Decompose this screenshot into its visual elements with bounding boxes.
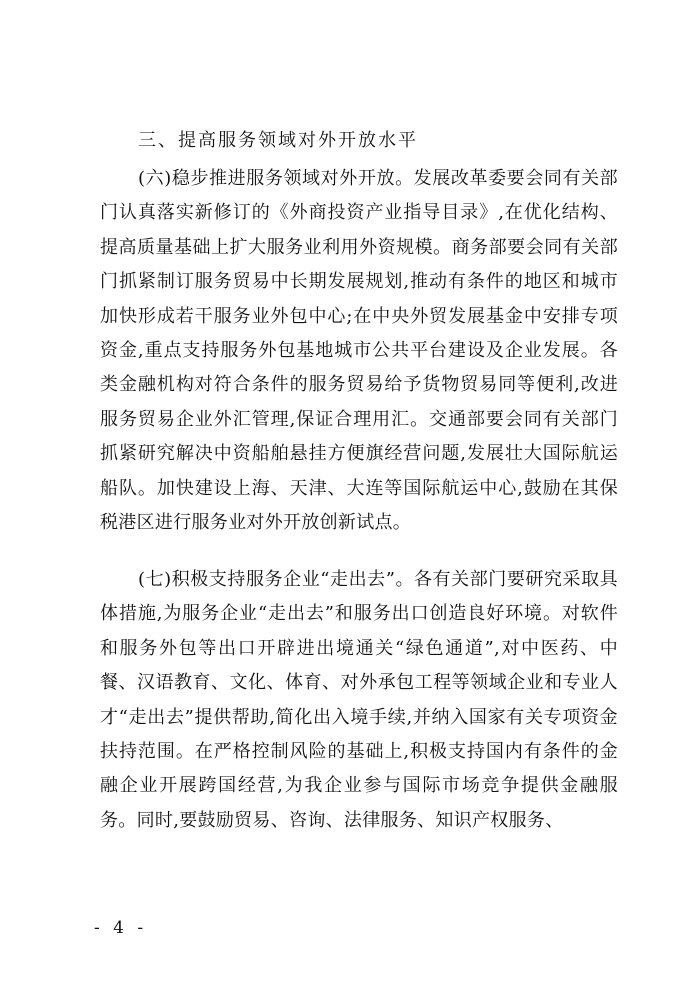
- paragraph-seven: (七)积极支持服务企业“走出去”。各有关部门要研究采取具体措施,为服务企业“走出去”和服务出口创造良好环境。对软件和服务外包等出口开辟进出境通关“绿色通道”,对中医药、中餐、汉语教育、文化、体育、对外承包工程等领域企业和专业人才“走出去”提供帮助,简化出入境手续,并纳入国家有关专项资金扶持范围。在严格控制风险的基础上,积极支持国内有条件的金融企业开展跨国经营,为我企业参与国际市场竞争提供金融服务。同时,要鼓励贸易、咨询、法律服务、知识产权服务、: [100, 569, 618, 831]
- section-heading: 三、提高服务领域对外开放水平: [138, 130, 418, 151]
- paragraph-six: (六)稳步推进服务领域对外开放。发展改革委要会同有关部门认真落实新修订的《外商投资产业指导目录》,在优化结构、提高质量基础上扩大服务业利用外资规模。商务部要会同有关部门抓紧制订服务贸易中长期发展规划,推动有条件的地区和城市加快形成若干服务业外包中心;在中央外贸发展基金中安排专项资金,重点支持服务外包基地城市公共平台建设及企业发展。各类金融机构对符合条件的服务贸易给予货物贸易同等便利,改进服务贸易企业外汇管理,保证合理用汇。交通部要会同有关部门抓紧研究解决中资船舶悬挂方便旗经营问题,发展壮大国际航运船队。加快建设上海、天津、大连等国际航运中心,鼓励在其保税港区进行服务业对外开放创新试点。: [100, 168, 618, 534]
- page-number: - 4 -: [94, 918, 148, 938]
